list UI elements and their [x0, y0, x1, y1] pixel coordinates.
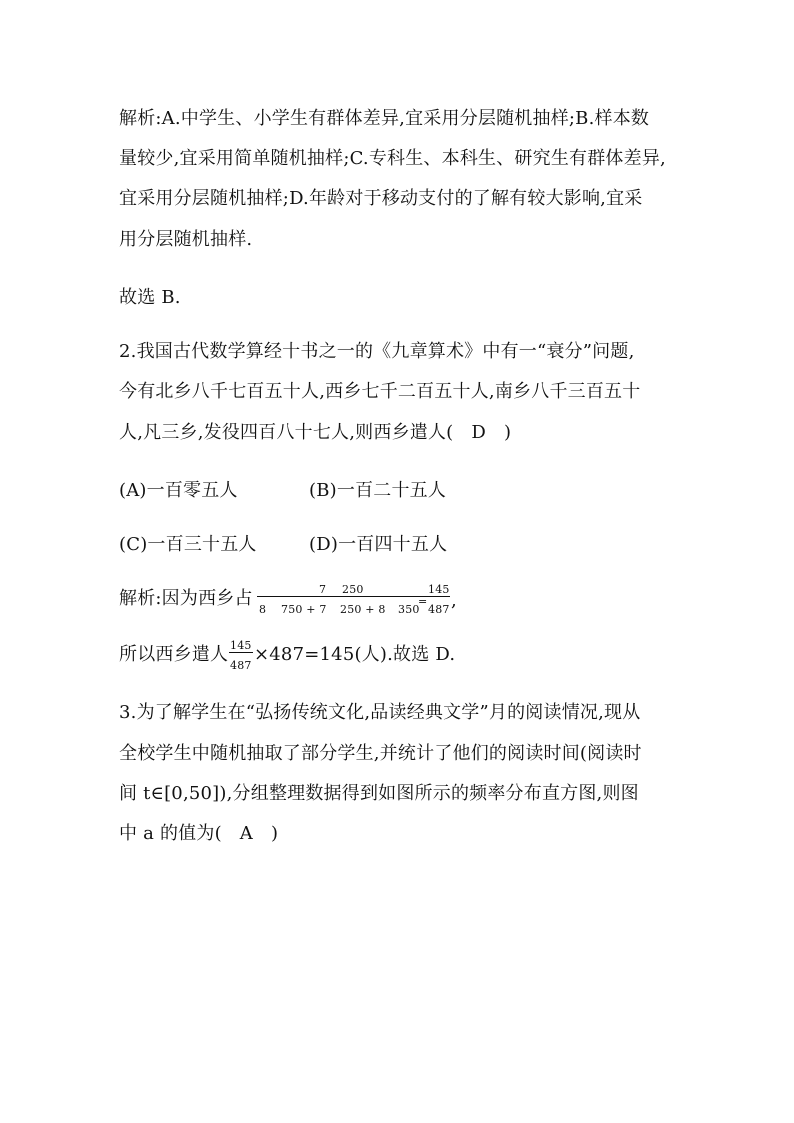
analysis-line-2: 量较少,宜采用简单随机抽样;C.专科生、本科生、研究生有群体差异, [119, 148, 666, 169]
analysis-line-4: 用分层随机抽样. [119, 229, 253, 250]
fraction-equals: = [418, 595, 428, 608]
q3-line-4 [119, 822, 278, 846]
q3-line-3: 间 t∈[0,50]),分组整理数据得到如图所示的频率分布直方图,则图 [119, 783, 639, 804]
analysis-line-1: 解析:A.中学生、小学生有群体差异,宜采用分层随机抽样;B.样本数 [119, 108, 650, 129]
q2-line-2: 今有北乡八千七百五十人,西乡七千二百五十人,南乡八千三百五十 [119, 381, 641, 402]
q2-line-3-text: 人,凡三乡,发役四百八十七人,则西乡遣人( [119, 422, 454, 443]
q2-option-d: (D)一百四十五人 [309, 534, 448, 555]
fraction-den-250-8: 250 + 8 [340, 603, 386, 616]
q2-line-3-close: ) [504, 422, 512, 443]
q2-option-c: (C)一百三十五人 [119, 534, 257, 555]
q3-line-1: 3.为了解学生在“弘扬传统文化,品读经典文学”月的阅读情况,现从 [119, 702, 641, 723]
analysis-line-3: 宜采用分层随机抽样;D.年龄对于移动支付的了解有较大影响,宜采 [119, 188, 643, 209]
q2-line-1: 2.我国古代数学算经十书之一的《九章算术》中有一“衰分”问题, [119, 341, 635, 362]
q3-line-4-text: 中 a 的值为( [119, 823, 222, 844]
q2-line-3 [119, 421, 511, 445]
fraction-den-8: 8 [259, 603, 267, 616]
fraction-den-350: 350 [398, 603, 420, 616]
fraction-den-750-7: 750 + 7 [281, 603, 327, 616]
q2-option-b: (B)一百二十五人 [309, 480, 447, 501]
result-fraction-den: 487 [230, 659, 252, 672]
fraction-num-7: 7 [319, 583, 327, 596]
q2-answer: D [471, 422, 487, 443]
q2-result-suffix: ×487=145(人).故选 D. [254, 644, 456, 665]
result-fraction-num: 145 [230, 639, 252, 652]
q2-result-prefix: 所以西乡遣人 [119, 644, 229, 665]
fraction-num-250: 250 [342, 583, 364, 596]
fraction-comma: , [451, 590, 457, 611]
q3-answer: A [239, 823, 253, 844]
fraction-result-den: 487 [428, 603, 450, 616]
fraction-result-num: 145 [428, 583, 450, 596]
q2-analysis-prefix: 解析:因为西乡占 [119, 588, 253, 609]
conclusion-1: 故选 B. [119, 287, 181, 308]
q3-line-4-close: ) [271, 823, 279, 844]
q3-line-2: 全校学生中随机抽取了部分学生,并统计了他们的阅读时间(阅读时 [119, 743, 642, 764]
q2-option-a: (A)一百零五人 [119, 480, 238, 501]
